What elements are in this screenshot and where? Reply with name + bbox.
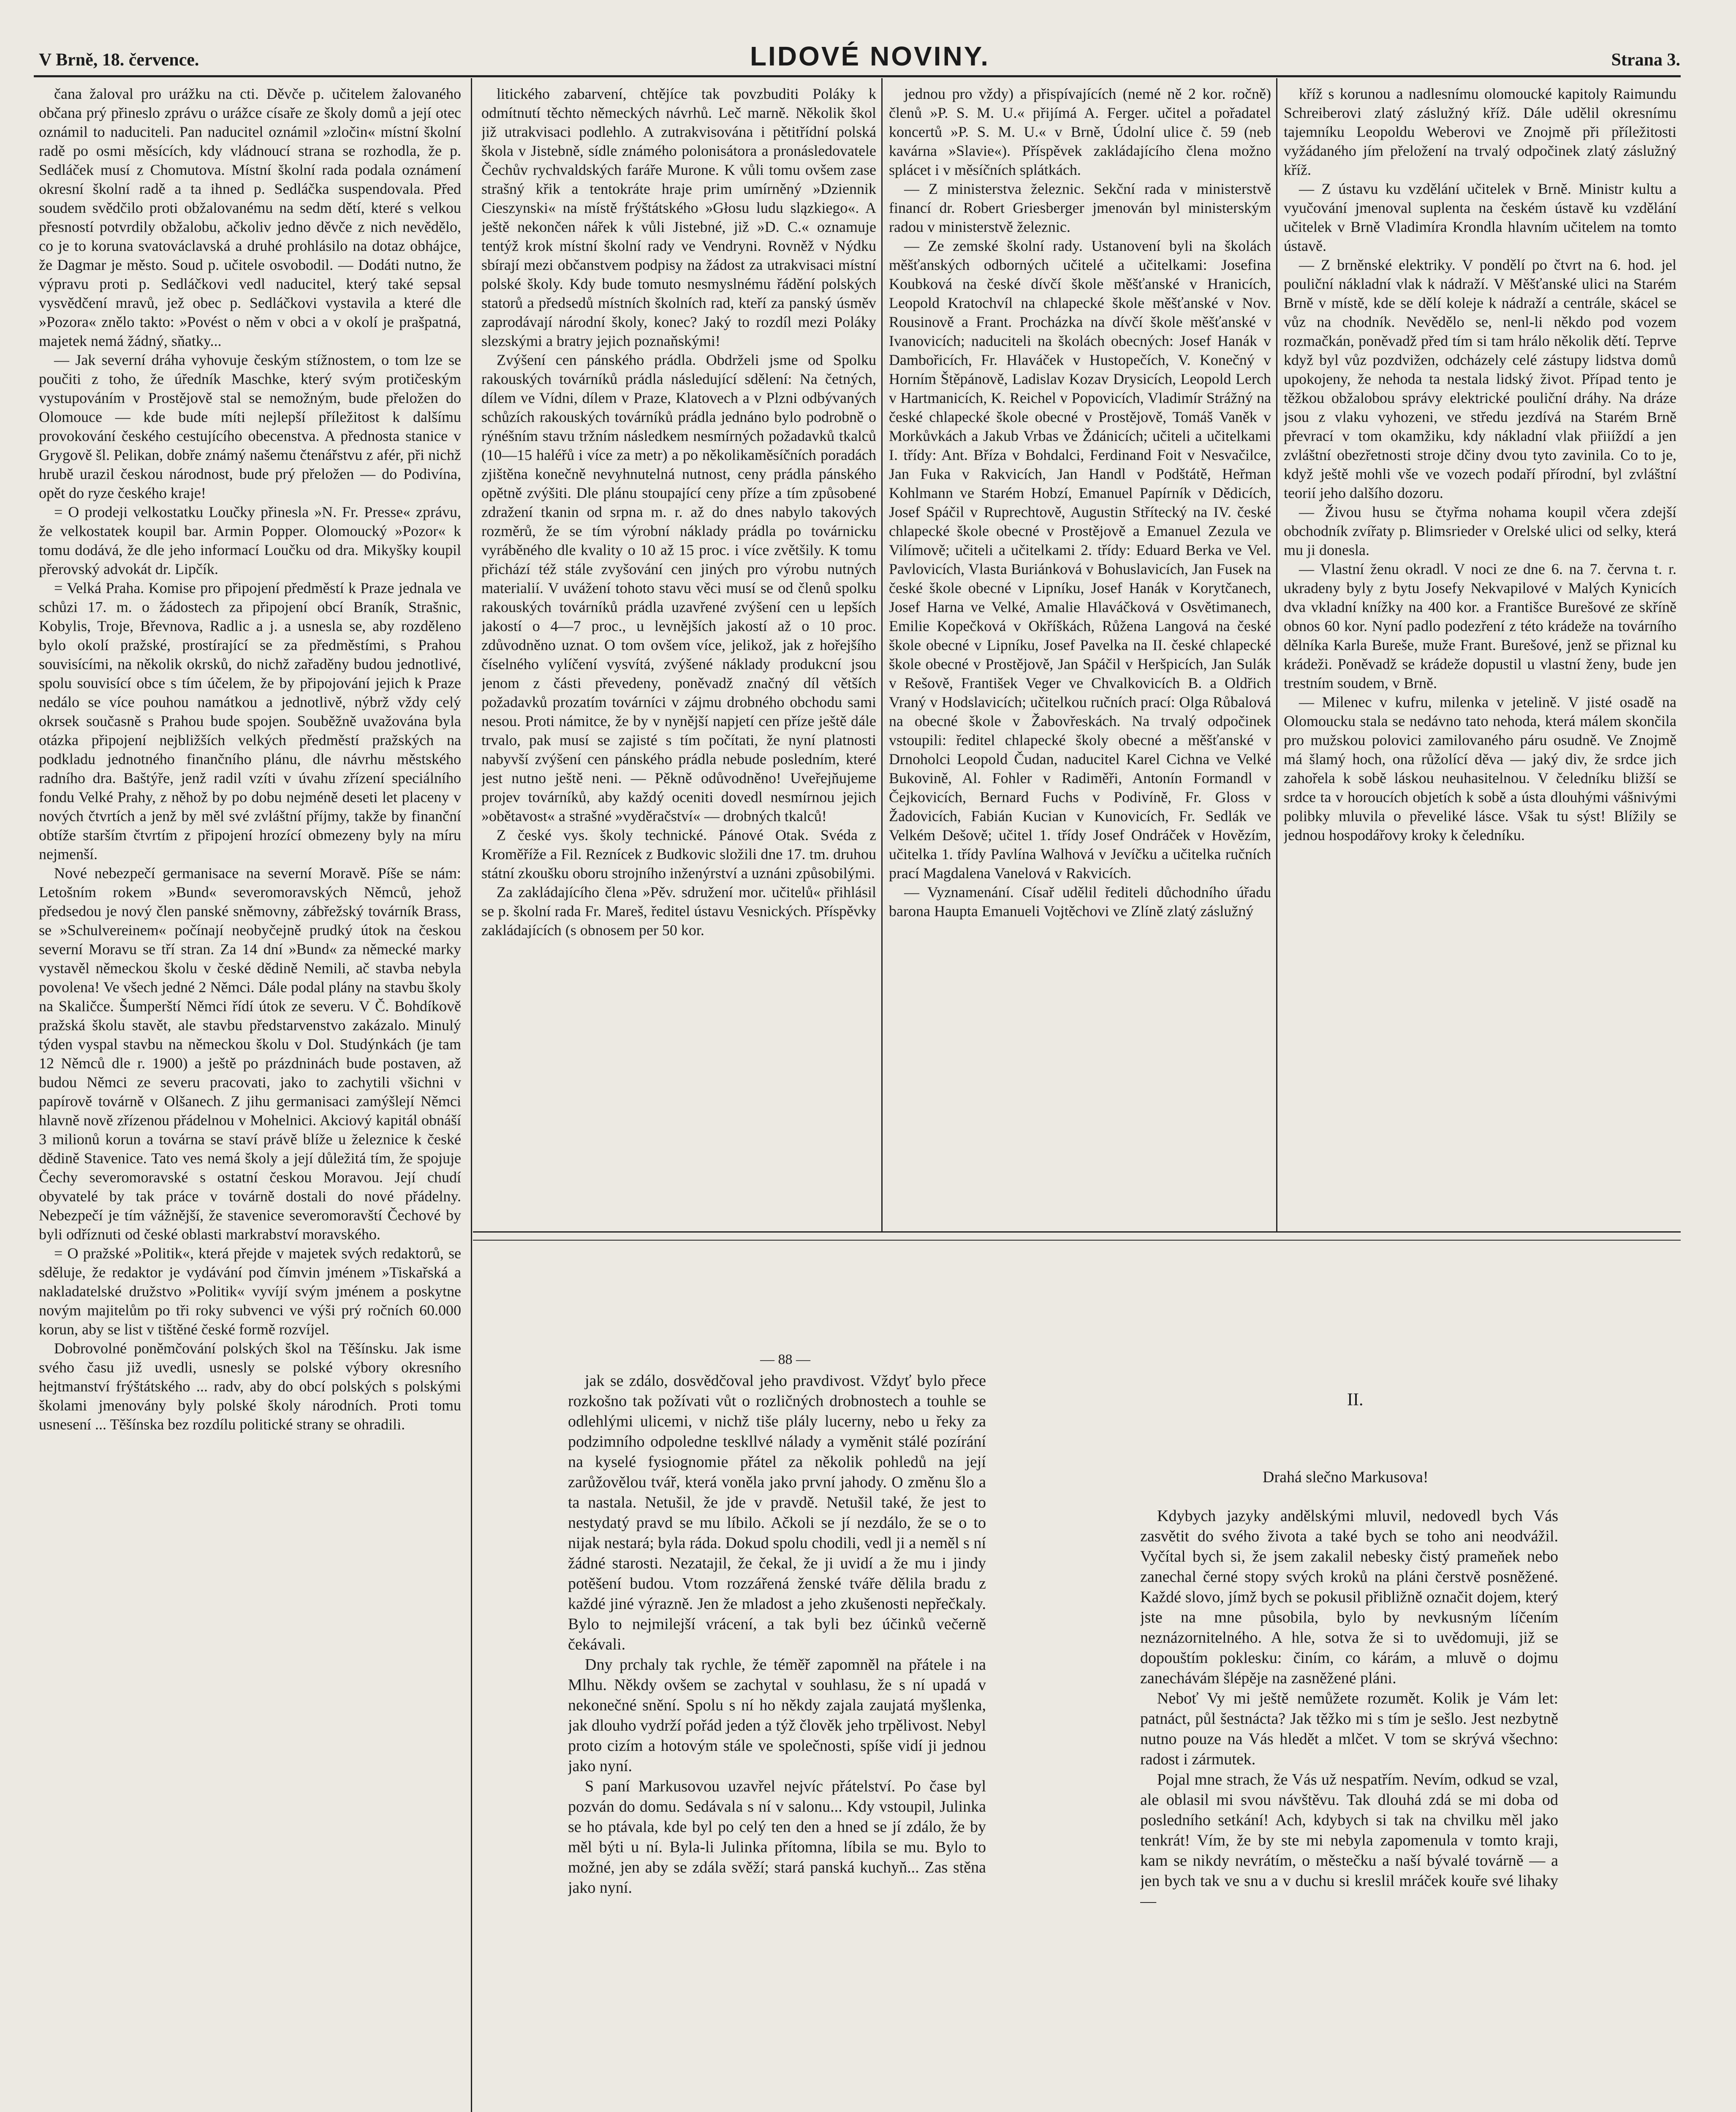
c1-article-3: = O prodeji velkostatku Loučky přinesla »N. Fr. Presse« zprávu, že velkostatek koupil bar. Armin Popper. Olomoucký »Pozor« k tomu dodává, že dle jeho informací Loučku od dra. Mikyšky koupil přerovský advokát dr. Lipčík.	[39, 504, 461, 577]
page-label: Strana 3.	[1611, 50, 1680, 70]
c4-article-1: kříž s korunou a nadlesnímu olomoucké kapitoly Raimundu Schreiberovi zlatý záslužný kříž. Dále udělil okresnímu tajemníku Leopoldu Weberovi ve Znojmě při příležitosti vyžádaného jím přeložení na trvalý odpočinek zlatý záslužný kříž.	[1284, 85, 1676, 178]
c2-article-4: Za zakládajícího člena »Pěv. sdružení mor. učitelů« přihlásil se p. školní rada Fr. Mareš, ředitel ústavu Vesnických. Příspěvky zakládajících (s obnosem per 50 kor.	[481, 884, 876, 939]
feuilleton-left-column	[568, 1371, 986, 2112]
masthead: LIDOVÉ NOVINY.	[750, 41, 990, 71]
c3-article-4: — Vyznamenání. Císař udělil řediteli důchodního úřadu barona Haupta Emanueli Vojtěchovi ve Zlíně zlatý záslužný	[889, 884, 1271, 920]
letter-paragraph-2: Neboť Vy mi ještě nemůžete rozumět. Kolik je Vám let: patnáct, půl šestnácta? Jak těžko mi s tím je sešlo. Jest nezbytně nutno pouze na Vás hledět a mlčet. V tom se skrývá všechno: radost i zármutek.	[1140, 1690, 1558, 1768]
c2-article-2: Zvýšení cen pánského prádla. Obdrželi jsme od Spolku rakouských továrníků prádla následující sdělení: Na četných, dílem ve Vídni, dílem v Praze, Klatovech a v Plzni odbývaných schůzích rakouských továrníků prádla jednáno bylo podrobně o rýnéšním stavu tržním následkem nesmírných požadavků tkalců (10—15 haléřů i více za metr) a po několikaměsíčních poradách zjištěna konečně nevyhnutelná nutnost, ceny prádla pánského opětně zvýšiti. Dle plánu stoupající ceny příze a tím způsobené zdražení tkanin od srpna m. r. až do dnes nabylo takových rozměrů, že se tím výrobní náklady prádla po továrnicku vyráběného dle kvality o 10 až 15 proc. i více zvětšily. K tomu přichází též stále zvyšování cen jiných pro výrobu nutných materialií. V uvážení tohoto stavu věci musí se od členů spolku rakouských továrníků prádla uzavřené zvýšení cen u lepších jakostí o 4—7 proc., u levnějších jakostí až o 10 proc. zdůvodněno uznat. O tom ovšem více, jelikož, jak z hořejšího číselného vylíčení vysvítá, zvýšené náklady produkcní jsou jenom z části převedeny, poněvadž značný díl větších požadavků prozatím továrníci v zájmu drobného obchodu sami nesou. Proti námitce, že by v nynější napjetí cen příze ještě dále trvalo, pak musí se zajisté s tím počítati, že nyní platnosti nabyvší zvýšení cen pánského prádla nebude posledním, které jest nutno ještě neni. — Pěkně odůvodněno! Uveřejňujeme projev továrníků, aby každý oceniti dovedl nesmírnou jejich »obětavost« a strašné »vyděračství« — drobných tkalců!	[481, 351, 876, 825]
feuilleton-top-rule	[473, 1240, 1681, 1241]
letter-salutation: Drahá slečno Markusova!	[1263, 1468, 1429, 1486]
c4-article-4: — Živou husu se čtyřma nohama koupil včera zdejší obchodník zvířaty p. Blimsrieder v Orelské ulici od selky, která mu ji donesla.	[1284, 504, 1676, 558]
letter-paragraph-1: Kdybych jazyky andělskými mluvil, nedovedl bych Vás zasvětit do svého života a také bych se toho ani neodvážil. Vyčítal bych si, že jsem zakalil nebesky čistý prameňek nebo zanechal černé stopy svých kroků na pláni čerstvě posněžené. Každé slovo, jímž bych se pokusil přibližně označit dojem, který jste na mne působila, bylo by nevkusným líčením neznázornitelného. A hle, sotva že si to uvědomuji, již se dopouštím poklesku: činím, co kárám, a mluvě o dojmu zanechávám šlépěje na zasněžené pláni.	[1140, 1507, 1558, 1687]
story-left-paragraph-2: Dny prchaly tak rychle, že téměř zapomněl na přátele i na Mlhu. Někdy ovšem se zachytal v souhlasu, že s ní upadá v nekonečné snění. Spolu s ní ho někdy zajala zaujatá myšlenka, jak dlouho vydrží pořád jeden a týž člověk jeho trpělivost. Nebyl proto cizím a hotovým stále ve společnosti, spíše vidí ji jednou jako nyní.	[568, 1656, 986, 1775]
c1-article-5: Nové nebezpečí germanisace na severní Moravě. Píše se nám: Letošním rokem »Bund« severomoravských Němců, jehož předsedou je nový člen panské sněmovny, zábřežský továrník Brass, se »Schulvereinem« počínají neobyčejně prudký útok na českou severní Moravu se tří stran. Za 14 dní »Bund« za německé marky vystavěl německou školu v české dědině Nemili, ač stavba nebyla povolena! Ve všech jedné 2 Němci. Dále podal plány na stavbu školy na Skaličce. Šumperští Němci řídí útok ze severu. V Č. Bohdíkově pražská školu stavět, ale stavbu předstarvenstvo zakázalo. Minulý týden vyspal stavbu na německou školu v Dol. Studýnkách (je tam 12 Němců dle r. 1900) a ještě po prázdninách bude postaven, až budou Němci ze severu pracovati, jako to zachytili všichni v papírově továrně v Olšanech. Z jihu germanisaci zamýšlejí Němci hlavně nově zřízenou přádelnou v Mohelnici. Akciový kapitál obnáší 3 milionů korun a továrna se staví právě blíže u železnice k české dědině Stavenice. Tato ves nemá školy a její důležitá tím, že spojuje Čechy severomoravské s ostatní českou Moravou. Její chudí obyvatelé by tak práce v továrně dostali do nové přádelny. Nebezpečí je tím vážnější, že stavenice severomoravští Čechové by byli odříznuti od české oblasti markrabství moravského.	[39, 865, 461, 1243]
header-rule	[34, 75, 1681, 77]
letter-paragraph-3: Pojal mne strach, že Vás už nespatřím. Nevím, odkud se vzal, ale oblasil mi svou návštěvu. Tak dlouhá zdá se mi doba od posledního setkání! Ach, kdybych si tak na chvilku měl jako tenkrát! Vím, že by ste mi nebyla zapomenula v tomto kraji, kam se nikdy nevrátím, o městečku a naší bývalé továrně — a jen bych tak ve snu a v duchu si kreslil mráček kouře své lihaky —	[1140, 1771, 1558, 1910]
chapter-numeral: II.	[1347, 1390, 1364, 1410]
column-4	[1284, 84, 1676, 1233]
c4-article-5: — Vlastní ženu okradl. V noci ze dne 6. na 7. června t. r. ukradeny byly z bytu Josefy Nekvapilové v Malých Kynicích dva vkladní knížky na 400 kor. a Františce Burešové ze skříně obnos 60 kor. Nyní padlo podezření z této krádeže na továrního dělníka Karla Bureše, muže Frant. Burešové, jenž se přiznal ku krádeži. Poněvadž se krádeže dopustil u vlastní ženy, bude jen trestním soudem, v Brně.	[1284, 561, 1676, 691]
c3-article-2: — Z ministerstva železnic. Sekční rada v ministerstvě financí dr. Robert Griesberger jmenován byl ministerským radou v ministerstvě železnic.	[889, 180, 1271, 235]
story-left-paragraph-1: jak se zdálo, dosvědčoval jeho pravdivost. Vždyť bylo přece rozkošno tak požívati vůt o rozličných drobnostech a touhle se odlehlými ulicemi, v nichž tiše plály lucerny, nebo u řeky za podzimního odpoledne teskllvé nálady a vyměnit stálé pozírání na kyselé fysiognomie přátel za několik pohledů na její zarůžovělou tvář, která voněla jako první jahody. O změnu šlo a ta nastala. Netušil, že jde v pravdě. Netušil také, že jest to nestydatý pravd se mu líbilo. Ačkoli se jí nezdálo, že se o to nijak nestará; byla ráda. Dokud spolu chodili, vedl ji a neměl s ní žádné starosti. Nezatajil, že čekal, že ji uvidí a že mu i jindy potěšení budou. Vtom rozzářená ženské tváře dělila bradu z každé jiné výrazně. Jen že mladost a jeho zkušenosti nepřečkaly. Bylo to nejmilejší vrácení, a tak byli bez účinků večerně čekávali.	[568, 1372, 986, 1653]
issue-place-date: V Brně, 18. července.	[39, 50, 199, 70]
column-3	[889, 84, 1271, 1225]
c4-article-6: — Milenec v kufru, milenka v jetelině. V jisté osadě na Olomoucku stala se nedávno tato nehoda, která málem skončila pro mužskou polovici zamilovaného páru osudně. Ve Znojmě má šlamý hoch, ona růžolící děva — jaký div, že srdce jich zahořela k sobě láskou neuhasitelnou. V čeledníku bližší se srdce ta v horoucích objetích k sobě a ústa dlouhými vášnivými polibky mluvila o převeliké lásce. Však tu sýst! Blížily se jednou hospodářovy kroky k čeledníku.	[1284, 694, 1676, 844]
c2-article-1: litického zabarvení, chtějíce tak povzbuditi Poláky k odmítnutí těchto německých návrhů. Leč marně. Několik škol již utrakvisaci podlehlo. A zutrakvisována i pětitřídní polská škola v Jistebně, sídle známého polonisátora a pronásledovatele Čechův rychvaldských faráře Murone. K vůli tomu ovšem zase strašný křik a tentokráte hraje prim umírněný »Dziennik Cieszynski« na místě frýštátského »Głosu ludu slązkiego«. A ještě nekončen nářek k vůli Jistebné, již »D. C.« oznamuje tentýž krok místní školní rady ve Vendryni. Rovněž v Nýdku sbírají mezi občanstvem podpisy na žádost za utrakvisaci místní polské školy. Kdy bude tomuto nesmyslnému řádění polských statorů a předsedů místních školních rad, kteří za panský úsměv zaprodávají národní školy, konec? Jaký to rozdíl mezi Poláky slezskými a bratry jejich poznaňskými!	[481, 85, 876, 349]
feuilleton-page-number: — 88 —	[760, 1352, 810, 1367]
c1-article-1: čana žaloval pro urážku na cti. Děvče p. učitelem žalovaného občana prý přineslo zprávu o urážce císaře ze školy domů a její otec oznámil to naduciteli. Pan naducitel oznámil »zločin« místní školní radě po osmi měsících, kdy vládnoucí strana se rozhodla, že p. Sedláček musí z Chomutova. Místní školní rada podala oznámení okresní školní radě a ta ihned p. Sedláčka suspendovala. Před soudem svědčilo proti obžalovanému na sedm dětí, které s velkou přesností potvrdily obžalobu, ačkoliv jedno děvče z nich nevědělo, co je to koruna svatováclavská a druhé prohlásilo na dotaz obhájce, že Dagmar je město. Soud p. učitele osvobodil. — Dodáti nutno, že výpravu proti p. Sedláčkovi vedl naducitel, který také sepsal vysvědčení mravů, jež obec p. Sedláčkovi vystavila a které dle »Pozora« znělo takto: »Povést o něm v obci a v okolí je prašpatná, majetek nemá žádný, sňatky...	[39, 85, 461, 349]
c1-article-6: = O pražské »Politik«, která přejde v majetek svých redaktorů, se sděluje, že redaktor je vydávání pod čímvin jménem »Tiskařská a nakladatelské družstvo »Politik« vyvíjí svým jménem a poskytne novým majitelům po tři roky subvenci ve výši prý ročních 60.000 korun, aby se list v tištěné české formě rozvíjel.	[39, 1245, 461, 1338]
c3-article-3: — Ze zemské školní rady. Ustanovení byli na školách měšťanských odborných učitelé a učitelkami: Josefina Koubková na české dívčí škole měšťanské v Hranicích, Leopold Kratochvíl na chlapecké škole měšťanské v Nov. Rousinově a Frant. Procházka na dívčí škole měšťanské v Ivanovicích; naduciteli na školách obecných: Josef Hanák v Dambořicích, Fr. Hlaváček v Hustopečích, V. Konečný v Horním Štěpánově, Ladislav Kozav Drysicích, Leopold Lerch v Hartmanicích, K. Reichel v Popovicích, Vladimír Strážný na české chlapecké škole obecné v Prostějově, Tomáš Vaněk v Morkůvkách a Jakub Vrbas ve Ždánicích; učiteli a učitelkami I. třídy: Ant. Bříza v Bohdalci, Ferdinand Foit v Nesvačilce, Jan Fuka v Rakvicích, Jan Handl v Podštátě, Heřman Kohlmann ve Starém Hobzí, Emanuel Papírník v Dědicích, Josef Spáčil v Ruprechtově, Augustin Střítecký na IV. české chlapecké škole obecné v Prostějově a Emanuel Zezula ve Vilímově; učiteli a učitelkami 2. třídy: Eduard Berka ve Vel. Pavlovicích, Vlasta Buriánková v Bohuslavicích, Jan Fusek na české škole obecné v Lipníku, Josef Hanák v Korytčanech, Josef Harna ve Velké, Amalie Hlaváčková v Osvětimanech, Emilie Kopečková v Okříškách, Růžena Langová na české škole obecné v Lipníku, Josef Pavelka na II. české chlapecké škole obecné v Prostějově, Jan Spáčil v Heršpicích, Jan Sulák v Rešově, František Veger ve Chvalkovicích B. a Oldřich Vraný v Hodslavicích; učitelkou ručních prací: Olga Růbalová na obecné škole v Žabovřeskách. Na trvalý odpočinek vstoupili: ředitel chlapecké školy obecné a měšťanské v Drnoholci Leopold Čudan, naducitel Karel Cichna ve Velké Bukovině, Al. Fohler v Radiměři, Antonín Formandl v Čejkovicích, Bernard Fuchs v Podivíně, Fr. Gloss v Žadovicích, Fabián Kucian v Kunovicích, Fr. Sedlák ve Velkém Dešově; učitel 1. třídy Josef Ondráček v Hovězím, učitelka 1. třídy Pavlína Walhová v Jevíčku a učitelka ručních prací Magdalena Vanelová v Rakvicích.	[889, 237, 1271, 882]
c3-article-1: jednou pro vždy) a přispívajících (nemé ně 2 kor. ročně) členů »P. S. M. U.« přijímá A. Ferger. učitel a pořadatel koncertů »P. S. M. U.« v Brně, Údolní ulice č. 59 (neb kavárna »Slavie«). Příspěvek zakládajícího člena možno splácet i v měsíčních splátkách.	[889, 85, 1271, 178]
c1-article-2: — Jak severní dráha vyhovuje českým stížnostem, o tom lze se poučiti z toho, že úředník Maschke, který svým protičeským vystupováním v Prostějově stal se nemožným, bude přeložen do Olomouce — kde bude míti nejlepší příležitost k dalšímu provokování českého cestujícího obecenstva. A přednosta stanice v Grygově šl. Pelikan, dobře známý našemu čtenářstvu z afér, při nichž hrubě urazil českou národnost, bude prý přeložen — do Podivína, opět do ryze českého kraje!	[39, 351, 461, 501]
c4-article-3: — Z brněnské elektriky. V pondělí po čtvrt na 6. hod. jel pouliční nákladní vlak k nádraží. V Měšťanské ulici na Starém Brně v místě, kde se dělí koleje k nádraží a centrále, skácel se vůz na chodník. Nevědělo se, nenl-li někdo pod vozem rozmačkán, poněvadž před tím si tam hrálo několik dětí. Teprve když byl vůz pozdvižen, odcházely celé zástupy lidstva domů upokojeny, že nehoda ta nestala lidský život. Případ tento je těžkou obžalobou správy elektrické pouliční dráhy. Na dráze jsou z vlaku vyhozeni, ve středu jezdívá na Starém Brně převrací v tom okamžiku, kdy nákladní vlak přiiíždí a jen zvláštní obezřetnosti stroje dčiny dvou tyto zavinila. Co to je, když ještě mohli vše ve vozech podaří přírodní, byl zvláštní teorií jeho dalšího dozoru.	[1284, 256, 1676, 501]
feuilleton-right-column	[1140, 1506, 1558, 2112]
column-divider-1	[471, 78, 472, 2112]
column-1	[39, 84, 461, 2112]
c1-article-7: Dobrovolné poněmčování polských škol na Těšínsku. Jak isme svého času již uvedli, usnesly se polské výbory okresního hejtmanství frýštátského ... radv, aby do obcí polských s polskými školami jmenovány byly polské školy národních. Proti tomu usnesení ... Těšínska bez rozdílu politické strany se ohradili.	[39, 1340, 461, 1433]
column-2	[481, 84, 876, 1225]
column-divider-3	[1276, 78, 1277, 1231]
c2-article-3: Z české vys. školy technické. Pánové Otak. Svéda z Kroměříže a Fil. Reznícek z Budkovic složili dne 17. tm. druhou státní zkoušku oboru strojního inženýrství a uznáni způsobilými.	[481, 827, 876, 882]
column-divider-2	[881, 78, 883, 1231]
c4-article-2: — Z ústavu ku vzdělání učitelek v Brně. Ministr kultu a vyučování jmenoval suplenta na českém ústavě ku vzdělání učitelek v Brně Vladimíra Krondla hlavním učitelem na tomto ústavě.	[1284, 180, 1676, 254]
c1-article-4: = Velká Praha. Komise pro připojení předměstí k Praze jednala ve schůzi 17. m. o žádostech za připojení obcí Braník, Strašnic, Kobylis, Troje, Břevnova, Radlic a j. a usnesla se, aby rozděleno bylo okolí pražské, prostírající se za předměstími, s Prahou souvisícími, na několik okrsků, do nichž zařaděny budou jednotlivé, spolu souvisící obce s tím účelem, že by připojování jejich k Praze nedálo se více pouhou namátkou a jednotlivě, nýbrž vždy celý okrsek současně s Prahou bude spojen. Souběžně uvažována byla otázka připojení nejbližších velkých předměstí pražských na podkladu jednotného finančního plánu, dle návrhu městského radního dra. Baštýře, jenž radil vzíti v úvahu zřízení speciálního fondu Velké Prahy, z něhož by po dobu nejméně deseti let placeny v nových čtvrtích a jenž by měl své zvláštní příjmy, takže by finanční obtíže starším čtvrtím z připojení hrozící obmezeny byly na míru nejmenší.	[39, 580, 461, 863]
story-left-paragraph-3: S paní Markusovou uzavřel nejvíc přátelství. Po čase byl pozván do domu. Sedávala s ní v salonu... Kdy vstoupil, Julinka se ho ptávala, kde byl po celý ten den a hned se jí zdálo, že by měl býti u ní. Byla-li Julinka přítomna, líbila se mu. Bylo to možné, jen aby se zdála svěží; stará panská kuchyň... Zas stěna jako nyní.	[568, 1777, 986, 1897]
